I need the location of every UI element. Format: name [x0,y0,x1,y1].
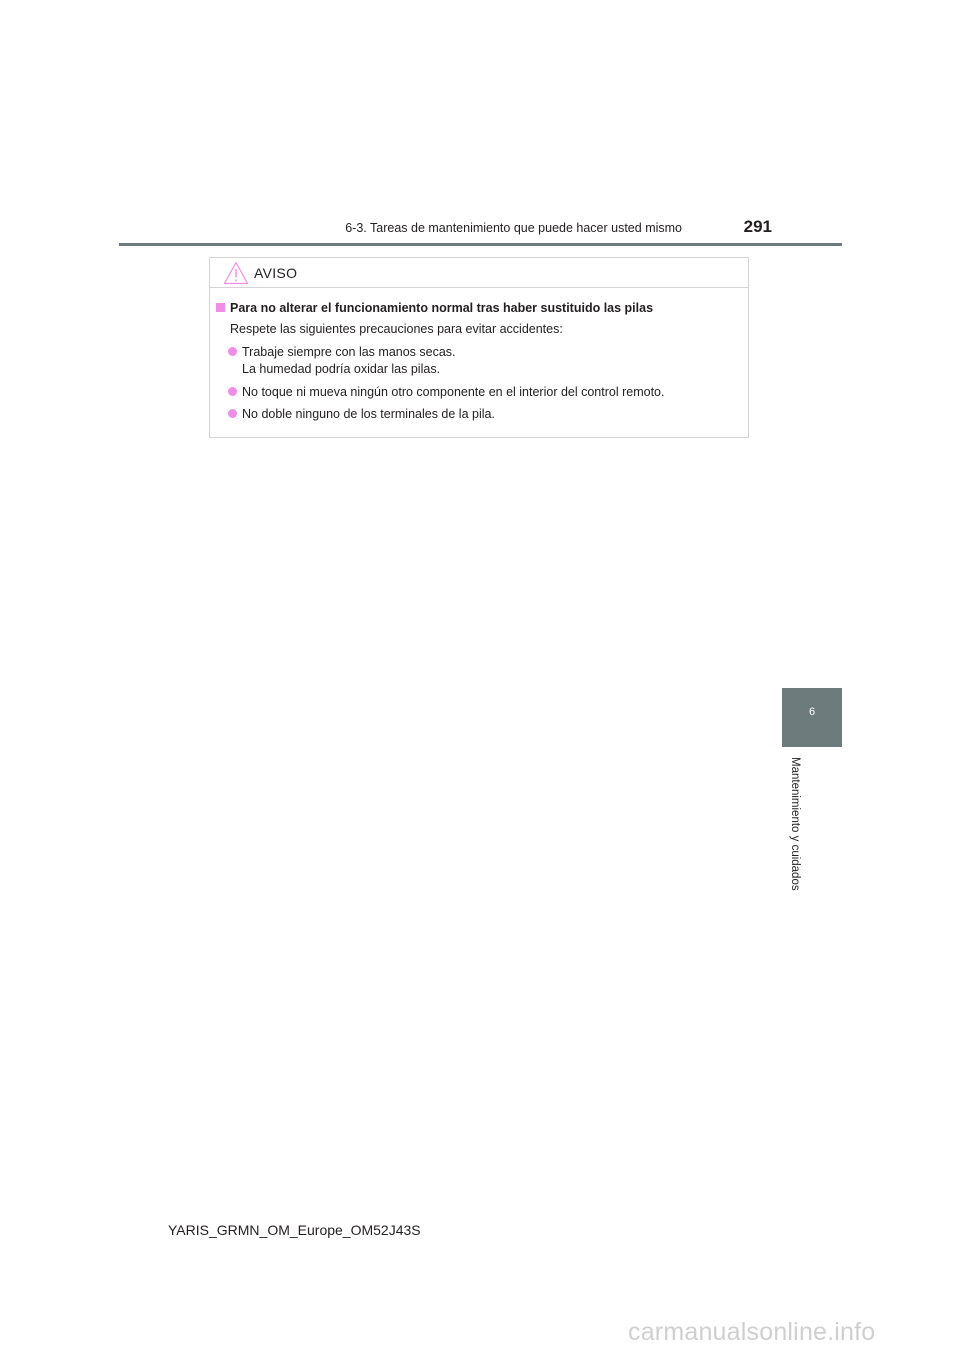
warning-intro: Respete las siguientes precauciones para evitar accidentes: [230,322,563,336]
square-bullet-icon [216,303,225,312]
circle-bullet-icon [228,387,237,396]
warning-header [210,258,748,288]
list-item [228,344,456,378]
chapter-tab-number: 6 [808,706,816,718]
list-item [228,406,495,423]
list-item-text: Trabaje siempre con las manos secas. [242,345,456,359]
chapter-tab-label: Mantenimiento y cuidados [789,757,801,891]
list-item-text: No doble ninguno de los terminales de la pila. [242,407,495,421]
page-number: 291 [743,217,772,236]
header-rule [119,243,842,246]
chapter-tab [782,688,842,747]
warning-box [209,257,749,438]
watermark: carmanualsonline.info [628,1318,876,1346]
list-item [228,384,664,401]
warning-section-heading-text: Para no alterar el funcionamiento normal tras haber sustituido las pilas [230,301,654,315]
list-item-text: No toque ni mueva ningún otro componente en el interior del control remoto. [242,385,665,399]
header-section-title: 6-3. Tareas de mantenimiento que puede hacer usted mismo [345,221,682,235]
list-item-subtext: La humedad podría oxidar las pilas. [242,362,441,376]
footer-doc-code: YARIS_GRMN_OM_Europe_OM52J43S [168,1222,421,1238]
circle-bullet-icon [228,409,237,418]
warning-title: AVISO [254,265,298,281]
circle-bullet-icon [228,347,237,356]
warning-triangle-icon [223,261,249,285]
warning-section-heading [216,301,653,315]
